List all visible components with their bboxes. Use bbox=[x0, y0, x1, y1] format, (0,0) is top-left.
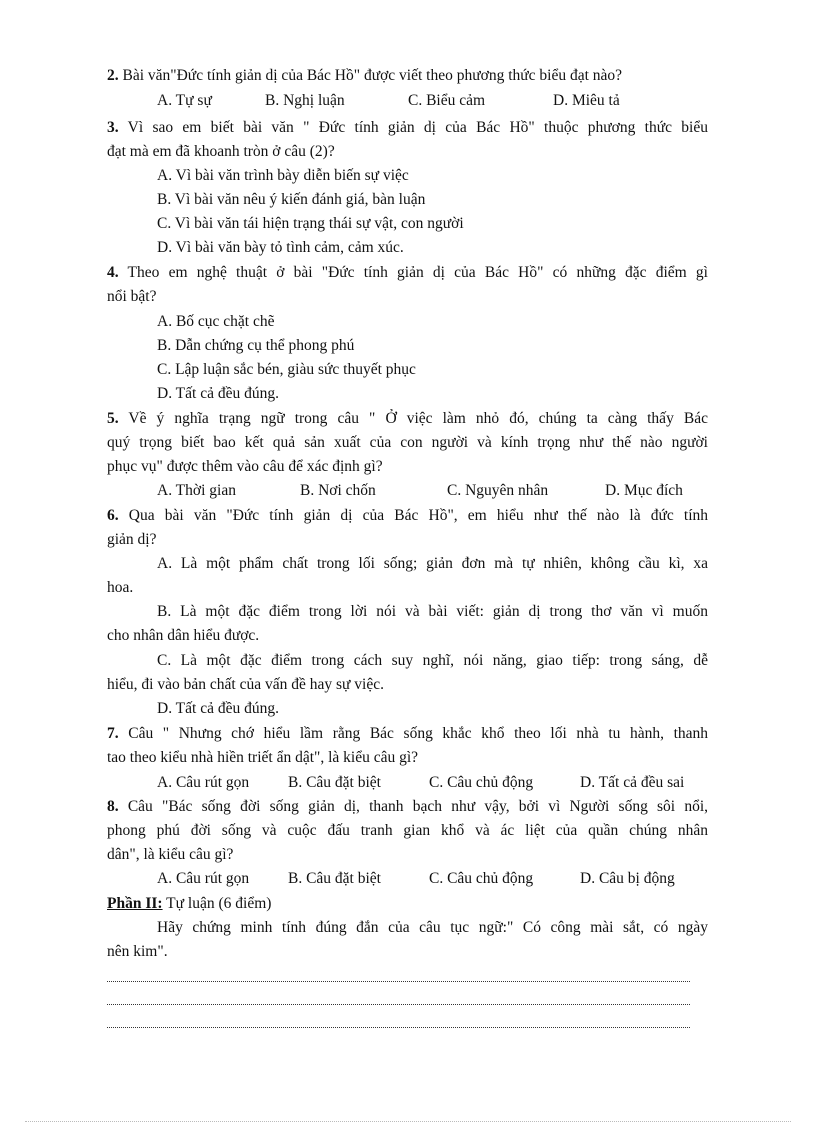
option-c: C. Nguyên nhân bbox=[447, 482, 549, 499]
question-text-line2: nổi bật? bbox=[107, 288, 157, 305]
question-number: 6. bbox=[107, 507, 119, 524]
option-b: B. Câu đặt biệt bbox=[288, 774, 381, 791]
question-text: Bài văn"Đức tính giản dị của Bác Hồ" được viết theo phương thức biểu đạt nào? bbox=[122, 67, 623, 84]
option-b-line2: cho nhân dân hiểu được. bbox=[107, 627, 260, 644]
option-b: B. Vì bài văn nêu ý kiến đánh giá, bàn luận bbox=[157, 191, 426, 208]
question-number: 3. bbox=[107, 119, 119, 136]
option-d: D. Tất cả đều đúng. bbox=[157, 385, 279, 402]
question-text-line1: Qua bài văn "Đức tính giản dị của Bác Hồ", em hiểu như thế nào là đức tính bbox=[128, 507, 709, 524]
question-number: 7. bbox=[107, 725, 119, 742]
question-text-line2: phong phú đời sống và cuộc đấu tranh gian khổ và ác liệt của quần chúng nhân bbox=[107, 822, 708, 839]
option-d: D. Câu bị động bbox=[580, 870, 675, 887]
option-c: C. Vì bài văn tái hiện trạng thái sự vật, con người bbox=[157, 215, 464, 232]
option-d: D. Mục đích bbox=[605, 482, 683, 499]
option-c-line1: C. Là một đặc điểm trong cách suy nghĩ, nói năng, giao tiếp: trong sáng, dễ bbox=[157, 652, 708, 669]
section-subtitle: Tự luận (6 điểm) bbox=[166, 895, 272, 912]
option-a: A. Câu rút gọn bbox=[157, 870, 250, 887]
question-text-line1: Câu " Nhưng chớ hiểu lầm rằng Bác sống khắc khổ theo lối nhà tu hành, thanh bbox=[128, 725, 709, 742]
essay-prompt-line2: nên kim". bbox=[107, 943, 168, 960]
option-a: A. Bố cục chặt chẽ bbox=[157, 313, 275, 330]
option-a: A. Thời gian bbox=[157, 482, 236, 499]
question-number: 2. bbox=[107, 67, 119, 84]
question-6 bbox=[107, 506, 708, 526]
answer-line bbox=[107, 980, 690, 982]
question-text-line1: Câu "Bác sống đời sống giản dị, thanh bạch như vậy, bởi vì Người sống sôi nổi, bbox=[127, 798, 709, 815]
option-b: B. Nơi chốn bbox=[300, 482, 376, 499]
option-b: B. Câu đặt biệt bbox=[288, 870, 381, 887]
question-text-line2: quý trọng biết bao kết quả sản xuất của con người và kính trọng như thế nào người bbox=[107, 434, 708, 451]
option-c-line2: hiểu, đi vào bản chất của vấn đề hay sự việc. bbox=[107, 676, 384, 693]
question-8 bbox=[107, 797, 708, 817]
option-a: A. Tự sự bbox=[157, 92, 212, 109]
part-2-heading bbox=[107, 894, 271, 914]
option-b: B. Dẫn chứng cụ thể phong phú bbox=[157, 337, 355, 354]
question-2 bbox=[107, 66, 622, 86]
answer-line bbox=[107, 1003, 690, 1005]
page-border bbox=[25, 1121, 791, 1122]
question-text-line1: Theo em nghệ thuật ở bài "Đức tính giản dị của Bác Hồ" có những đặc điểm gì bbox=[127, 264, 708, 281]
option-d: D. Tất cả đều đúng. bbox=[157, 700, 279, 717]
question-text-line3: dân", là kiểu câu gì? bbox=[107, 846, 234, 863]
option-d: D. Tất cả đều sai bbox=[580, 774, 685, 791]
essay-prompt-line1: Hãy chứng minh tính đúng đắn của câu tục ngữ:" Có công mài sắt, có ngày bbox=[157, 919, 708, 936]
question-text-line2: đạt mà em đã khoanh tròn ở câu (2)? bbox=[107, 143, 335, 160]
question-4 bbox=[107, 263, 708, 283]
option-d: D. Miêu tả bbox=[553, 92, 620, 109]
question-text-line1: Về ý nghĩa trạng ngữ trong câu " Ở việc làm nhỏ đó, chúng ta càng thấy Bác bbox=[128, 410, 708, 427]
option-c: C. Biểu cảm bbox=[408, 92, 486, 109]
question-number: 5. bbox=[107, 410, 119, 427]
option-b: B. Nghị luận bbox=[265, 92, 345, 109]
question-text-line1: Vì sao em biết bài văn " Đức tính giản dị của Bác Hồ" thuộc phương thức biểu bbox=[127, 119, 708, 136]
question-text-line2: tao theo kiểu nhà hiền triết ẩn dật", là kiểu câu gì? bbox=[107, 749, 419, 766]
question-text-line2: giản dị? bbox=[107, 531, 157, 548]
question-number: 4. bbox=[107, 264, 119, 281]
section-title: Phần II: bbox=[107, 895, 163, 912]
option-c: C. Lập luận sắc bén, giàu sức thuyết phục bbox=[157, 361, 416, 378]
question-5 bbox=[107, 409, 708, 429]
option-c: C. Câu chủ động bbox=[429, 774, 534, 791]
option-a: A. Vì bài văn trình bày diễn biến sự việc bbox=[157, 167, 409, 184]
question-text-line3: phục vụ" được thêm vào câu để xác định gì? bbox=[107, 458, 383, 475]
option-d: D. Vì bài văn bày tỏ tình cảm, cảm xúc. bbox=[157, 239, 404, 256]
option-a-line1: A. Là một phẩm chất trong lối sống; giản đơn mà tự nhiên, không cầu kì, xa bbox=[157, 555, 708, 572]
option-c: C. Câu chủ động bbox=[429, 870, 534, 887]
option-a-line2: hoa. bbox=[107, 579, 134, 596]
option-b-line1: B. Là một đặc điểm trong lời nói và bài viết: giản dị trong thơ văn vì muốn bbox=[157, 603, 708, 620]
answer-line bbox=[107, 1026, 690, 1028]
question-3 bbox=[107, 118, 708, 138]
question-number: 8. bbox=[107, 798, 119, 815]
question-7 bbox=[107, 724, 708, 744]
option-a: A. Câu rút gọn bbox=[157, 774, 250, 791]
